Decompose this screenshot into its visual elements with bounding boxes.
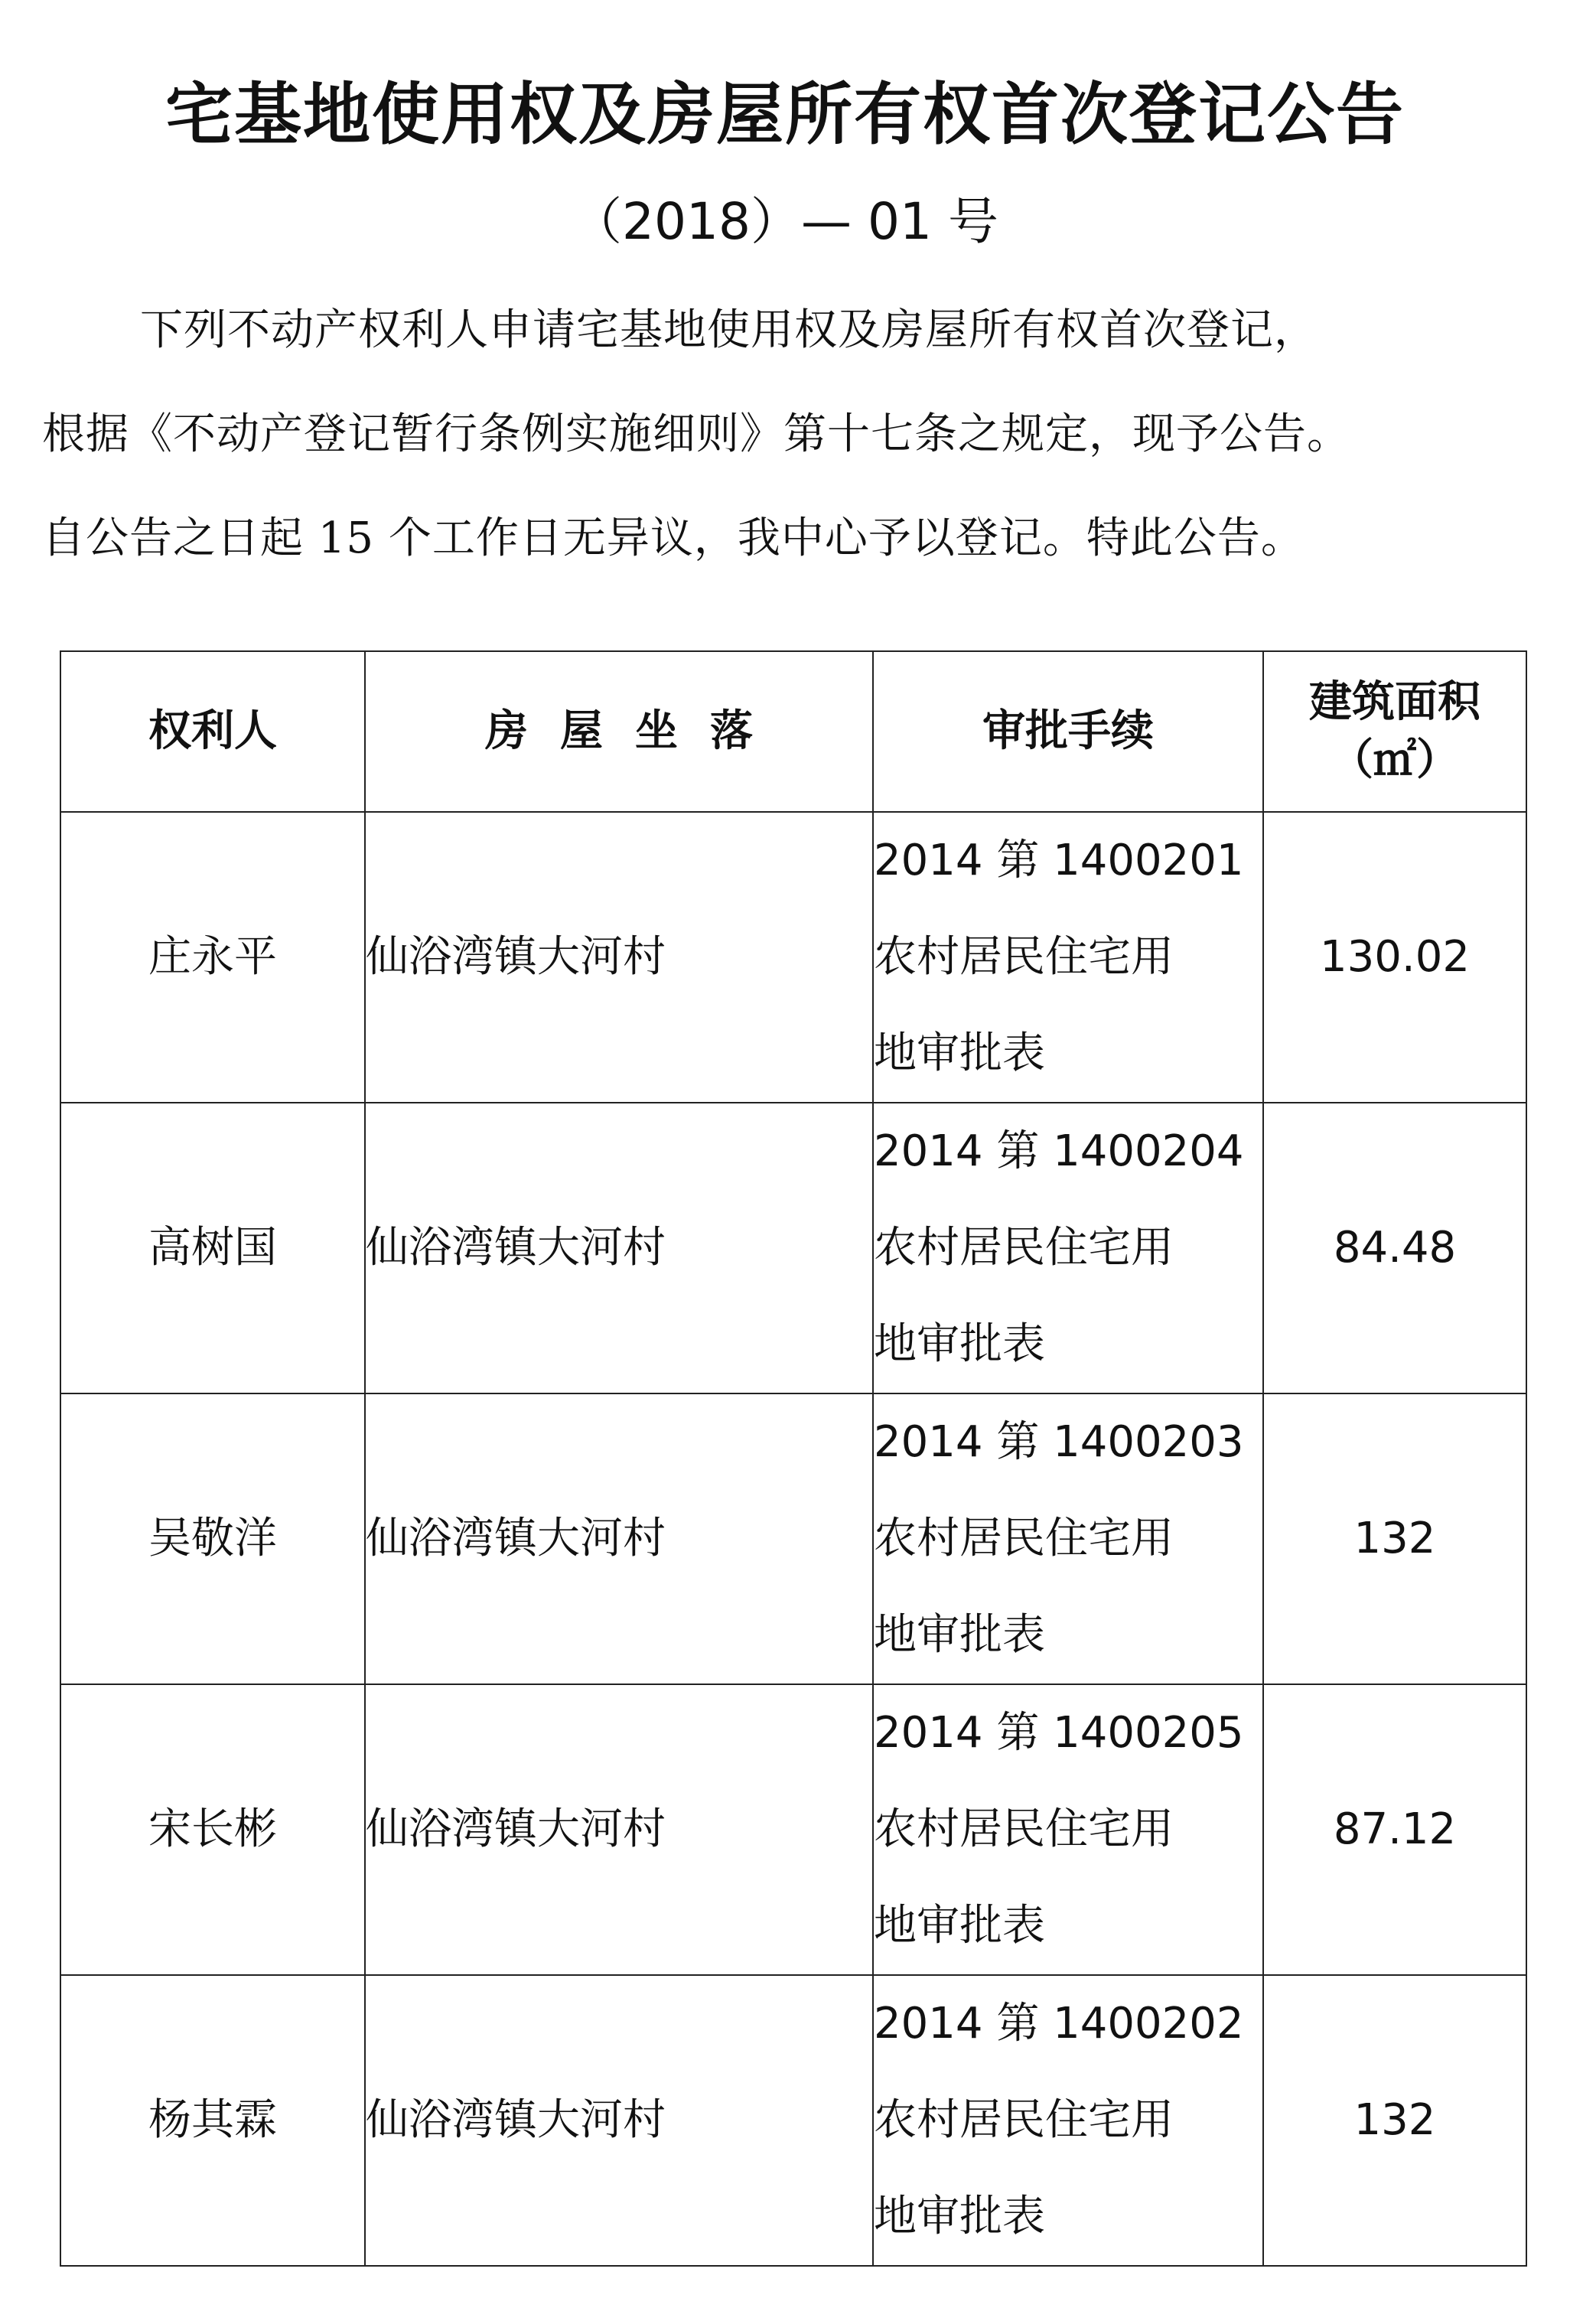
- notice-paragraph-line-3: 自公告之日起 15 个工作日无异议，我中心予以登记。特此公告。: [42, 513, 1305, 563]
- row-area: 132: [1263, 1975, 1526, 2266]
- row-approval: [873, 1103, 1263, 1393]
- approval-line: 农村居民住宅用: [874, 1514, 1174, 1563]
- row-holder: 吴敬洋: [60, 1393, 365, 1684]
- approval-line: 地审批表: [874, 1028, 1045, 1078]
- row-approval: [873, 1393, 1263, 1684]
- row-approval: [873, 1684, 1263, 1975]
- registration-table: [60, 650, 1527, 2267]
- row-area: 84.48: [1263, 1103, 1526, 1393]
- table-row: [60, 1975, 1526, 2266]
- header-location-label: 房屋坐落: [485, 706, 785, 756]
- row-holder: 庄永平: [60, 812, 365, 1103]
- row-location: 仙浴湾镇大河村: [365, 1393, 873, 1684]
- row-holder: 高树国: [60, 1103, 365, 1393]
- row-area: 132: [1263, 1393, 1526, 1684]
- approval-line: 2014 第 1400201: [874, 836, 1244, 885]
- approval-line: 农村居民住宅用: [874, 1223, 1174, 1273]
- row-location: 仙浴湾镇大河村: [365, 812, 873, 1103]
- table-row: [60, 1103, 1526, 1393]
- approval-line: 农村居民住宅用: [874, 1804, 1174, 1854]
- approval-line: 2014 第 1400204: [874, 1126, 1244, 1176]
- approval-line: 农村居民住宅用: [874, 932, 1174, 982]
- approval-line: 农村居民住宅用: [874, 2095, 1174, 2145]
- notice-paragraph-line-1: 下列不动产权利人申请宅基地使用权及房屋所有权首次登记，: [140, 305, 1318, 355]
- header-area-unit: （㎡）: [1331, 735, 1459, 785]
- header-holder: 权利人: [60, 651, 365, 812]
- table-header-row: [60, 651, 1526, 812]
- table-row: [60, 812, 1526, 1103]
- approval-line: 2014 第 1400205: [874, 1708, 1244, 1758]
- table-row: [60, 1684, 1526, 1975]
- table-row: [60, 1393, 1526, 1684]
- notice-number: （2018）— 01 号: [572, 192, 998, 251]
- row-approval: [873, 812, 1263, 1103]
- header-area-label: 建筑面积: [1309, 677, 1480, 727]
- approval-line: 地审批表: [874, 2192, 1045, 2241]
- row-area: 87.12: [1263, 1684, 1526, 1975]
- row-location: 仙浴湾镇大河村: [365, 1975, 873, 2266]
- approval-line: 地审批表: [874, 1610, 1045, 1660]
- approval-line: 地审批表: [874, 1901, 1045, 1951]
- approval-line: 2014 第 1400202: [874, 1999, 1244, 2049]
- header-location: [365, 651, 873, 812]
- row-location: 仙浴湾镇大河村: [365, 1103, 873, 1393]
- notice-paragraph-line-2: 根据《不动产登记暂行条例实施细则》第十七条之规定，现予公告。: [42, 409, 1350, 459]
- row-location: 仙浴湾镇大河村: [365, 1684, 873, 1975]
- row-approval: [873, 1975, 1263, 2266]
- row-holder: 宋长彬: [60, 1684, 365, 1975]
- row-holder: 杨其霖: [60, 1975, 365, 2266]
- row-area: 130.02: [1263, 812, 1526, 1103]
- header-approval: 审批手续: [873, 651, 1263, 812]
- header-area: [1263, 651, 1526, 812]
- approval-line: 地审批表: [874, 1319, 1045, 1369]
- notice-title: 宅基地使用权及房屋所有权首次登记公告: [164, 75, 1405, 154]
- approval-line: 2014 第 1400203: [874, 1417, 1244, 1467]
